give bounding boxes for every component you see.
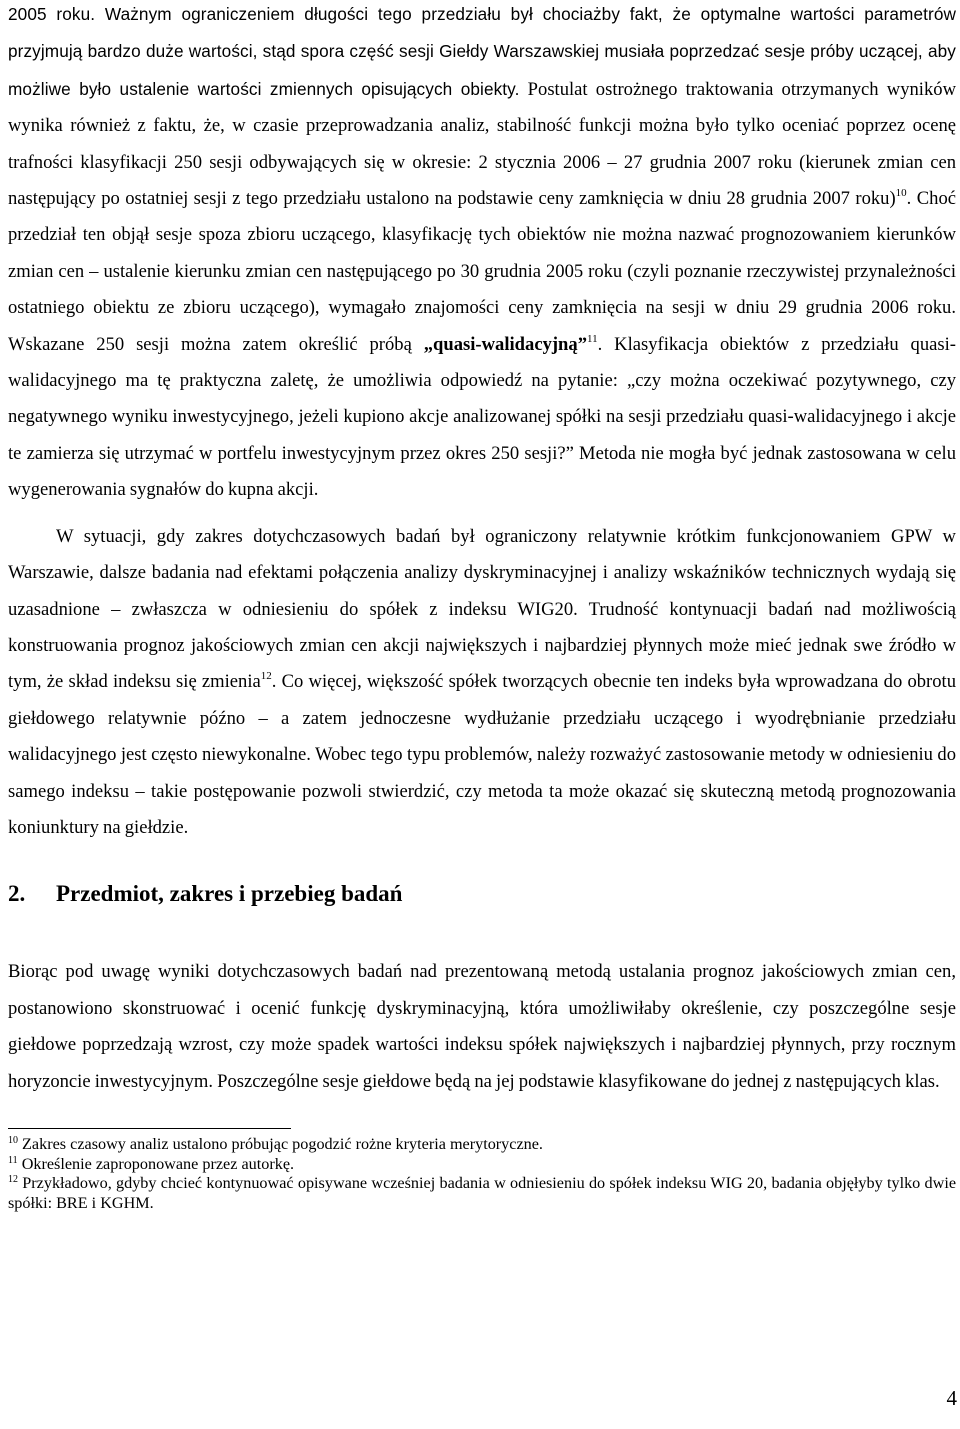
footnote-ref-11: 11 bbox=[587, 332, 598, 345]
footnote-number: 11 bbox=[8, 1154, 18, 1166]
footnote-number: 12 bbox=[8, 1174, 18, 1186]
footnote-12 bbox=[8, 1174, 956, 1213]
section-heading bbox=[8, 879, 956, 909]
footnote-ref-12: 12 bbox=[260, 670, 272, 683]
paragraph-2-sentence-1: W sytuacji, gdy zakres dotychczasowych badań był ograniczony relatywnie krótkim funkcjonowaniem GPW w Warszawie, dalsze badania nad efektami połączenia analizy dyskryminacyjnej i analizy wskaźników technicznych wydają się uzasadnione – zwłaszcza w odniesieniu do spółek z indeksu WIG20. Trudność kontynuacji badań nad możliwością konstruowania prognoz jakościowych zmian cen akcji największych i najbardziej płynnych może mieć jednak swe źródło w tym, że skład indeksu się zmienia bbox=[8, 525, 956, 693]
footnote-text: Przykładowo, gdyby chcieć kontynuować opisywane wcześniej badania w odniesieniu do spółek indeksu WIG 20, badania objęłyby tylko dwie spółki: BRE i KGHM. bbox=[8, 1174, 957, 1212]
quasi-walidacyjna-term: „quasi-walidacyjną” bbox=[423, 333, 587, 355]
section-number: 2. bbox=[8, 881, 26, 907]
paragraph-1-sentence-2: Postulat ostrożnego traktowania otrzymanych wyników wynika również z faktu, że, w czasie przeprowadzania analiz, stabilność funkcji można było tylko oceniać poprzez ocenę trafności klasyfikacji 250 sesji odbywających się w okresie: 2 stycznia 2006 – 27 grudnia 2007 roku (kierunek zmian cen następujący po ostatniej sesji z tego przedziału ustalono na podstawie ceny zamknięcia w dniu 28 grudnia 2007 roku) bbox=[8, 78, 956, 210]
section-title: Przedmiot, zakres i przebieg badań bbox=[56, 881, 403, 907]
footnote-10 bbox=[8, 1135, 956, 1155]
paragraph-2-sentence-2: . Co więcej, większość spółek tworzących obecnie ten indeks była wprowadzana do obrotu giełdowego relatywnie późno – a zatem jednoczesne wydłużanie przedziału uczącego i wyodrębnianie przedziału walidacyjnego jest często niewykonalne. Wobec tego typu problemów, należy rozważyć zastosowanie metody w odniesieniu do samego indeksu – takie postępowanie pozwoli stwierdzić, czy metoda ta może okazać się skuteczną metodą prognozowania koniunktury na giełdzie. bbox=[8, 671, 957, 838]
footnote-separator bbox=[8, 1128, 291, 1129]
paragraph-1-sentence-4: . Klasyfikacja obiektów z przedziału quasi-walidacyjnego ma tę praktyczna zaletę, że umożliwia odpowiedź na pytanie: „czy można oczekiwać pozytywnego, czy negatywnego wyniku inwestycyjnego, jeżeli kupiono akcje analizowanej spółki na sesji przedziału quasi-walidacyjnego i akcje te zamierza się utrzymać w portfelu inwestycyjnym przez okres 250 sesji?” Metoda nie mogła być jednak zastosowana w celu wygenerowania sygnałów do kupna akcji. bbox=[8, 333, 956, 501]
page-number: 4 bbox=[946, 1386, 957, 1410]
footnotes bbox=[8, 1135, 956, 1213]
footnote-text: Określenie zaproponowane przez autorkę. bbox=[21, 1154, 295, 1173]
body-paragraph-1 bbox=[8, 0, 956, 509]
footnote-ref-10: 10 bbox=[895, 187, 907, 200]
footnote-11 bbox=[8, 1155, 956, 1175]
body-paragraph-3: Biorąc pod uwagę wyniki dotychczasowych badań nad prezentowaną metodą ustalania prognoz jakościowych zmian cen, postanowiono skonstruować i ocenić funkcję dyskryminacyjną, która umożliwiłaby określenie, czy poszczególne sesje giełdowe poprzedzają wzrost, czy może spadek wartości indeksu spółek największych i najbardziej płynnych, przy rocznym horyzoncie inwestycyjnym. Poszczególne sesje giełdowe będą na jej podstawie klasyfikowane do jednej z następujących klas. bbox=[8, 961, 956, 1092]
body-paragraph-2 bbox=[8, 519, 956, 847]
document-page bbox=[8, 0, 956, 1213]
paragraph-1-sentence-1: 2005 roku. Ważnym ograniczeniem długości tego przedziału był chociażby fakt, że optymalne wartości parametrów przyjmują bardzo duże wartości, stąd spora część sesji Giełdy Warszawskiej musiała poprzedzać sesje próby uczącej, aby możliwe było ustalenie wartości zmiennych opisujących obiekty. bbox=[8, 4, 956, 99]
footnote-text: Zakres czasowy analiz ustalono próbując pogodzić rożne kryteria merytoryczne. bbox=[22, 1134, 543, 1153]
paragraph-1-sentence-3: . Choć przedział ten objął sesje spoza zbioru uczącego, klasyfikację tych obiektów nie można nazwać prognozowaniem kierunków zmian cen – ustalenie kierunku zmian cen następującego po 30 grudnia 2005 roku (czyli poznanie rzeczywistej przynależności ostatniego obiektu ze zbioru uczącego), wymagało znajomości ceny zamknięcia na sesji w dniu 29 grudnia 2006 roku. Wskazane 250 sesji można zatem określić próbą bbox=[8, 188, 957, 355]
footnote-number: 10 bbox=[8, 1134, 18, 1146]
